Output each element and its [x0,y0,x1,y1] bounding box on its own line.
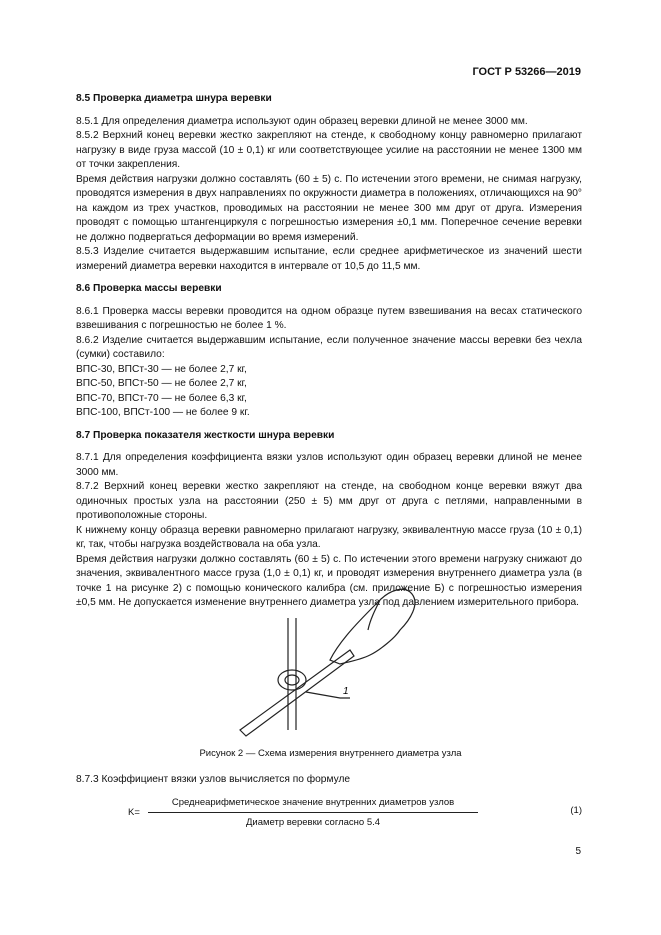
para-8-5-load: Время действия нагрузки должно составлять (60 ± 5) с. По истечении этого времени, не снимая нагрузку, проводятся измерения в двух направлениях по окружности диаметра в положениях, отличающихся на 90° на каждом из трех участков, проводимых на расстоянии не менее 300 мм друг от друга. Измерения проводят с помощью штангенциркуля с погрешностью измерения ±0,1 мм. Поперечное сечение веревки не должно подвергаться деформации во время измерений. [76,173,582,243]
para-8-7-2: 8.7.2 Верхний конец веревки жестко закрепляют на стенде, на свободном конце веревки вяжут два одиночных простых узла на расстоянии (250 ± 5) мм друг от друга с петлями, направленными в противоположные стороны. [76,481,582,521]
section-8-5-title: 8.5 Проверка диаметра шнура веревки [76,93,272,104]
para-8-7-1: 8.7.1 Для определения коэффициента вязки узлов используют один образец веревки длиной не менее 3000 мм. [76,452,582,478]
para-8-7-load: К нижнему концу образца веревки равномерно прилагают нагрузку, эквивалентную массе груза (10 ± 0,1) кг, так, чтобы нагрузка воздействовала на оба узла. [76,524,582,550]
formula-intro: 8.7.3 Коэффициент вязки узлов вычисляется по формуле [76,774,351,785]
para-8-7-time: Время действия нагрузки должно составлять (60 ± 5) с. По истечении этого времени нагрузку снижают до значения, эквивалентного массе груза (1,0 ± 0,1) кг, и проводят измерения внутреннего диаметра узла (в точке 1 на рисунке 2) с помощью конического калибра (см. приложение Б) с погрешностью измерения ±0,5 мм. Не допускается изменение внутреннего диаметра узла под давлением измерительного прибора. [76,553,582,608]
mass-item: ВПС-30, ВПСт-30 — не более 2,7 кг, [76,363,247,375]
formula-number: (1) [570,805,582,816]
para-8-6-2: 8.6.2 Изделие считается выдержавшим испытание, если полученное значение массы веревки без чехла (сумки) составило: [76,334,582,360]
figure-caption: Рисунок 2 — Схема измерения внутреннего диаметра узла [199,748,462,759]
formula-lhs: K= [128,807,140,818]
knot-measurement-figure [230,580,440,740]
mass-item: ВПС-100, ВПСт-100 — не более 9 кг. [76,407,250,418]
para-8-6-1: 8.6.1 Проверка массы веревки проводится на одном образце путем взвешивания на весах статического взвешивания с погрешностью не более 1 %. [76,305,582,331]
formula-numerator: Среднеарифметическое значение внутренних диаметров узлов [171,797,455,808]
para-8-5-2: 8.5.2 Верхний конец веревки жестко закрепляют на стенде, к свободному концу равномерно прилагают нагрузку в виде груза массой (10 ± 0,1) кг или соответствующее усилие на расстоянии не менее 1300 мм от точки закрепления. [76,130,582,170]
document-header: ГОСТ Р 53266—2019 [472,66,581,78]
mass-item: ВПС-50, ВПСт-50 — не более 2,7 кг, [76,378,247,389]
knot-loop [278,670,306,690]
mass-item: ВПС-70, ВПСт-70 — не более 6,3 кг, [76,392,247,404]
formula-denominator: Диаметр веревки согласно 5.4 [245,817,381,828]
para-8-5-1: 8.5.1 Для определения диаметра используют один образец веревки длиной не менее 3000 мм. [76,115,528,127]
hand-outline [330,589,415,664]
para-8-5-3: 8.5.3 Изделие считается выдержавшим испытание, если среднее арифметическое из значений шести измерений диаметра веревки находится в интервале от 10,5 до 11,5 мм. [76,246,582,272]
section-8-7-title: 8.7 Проверка показателя жесткости шнура веревки [76,429,335,441]
section-8-6-title: 8.6 Проверка массы веревки [76,283,222,294]
figure-label-1: 1 [343,686,349,697]
document-body [76,92,582,611]
page-number: 5 [575,846,581,857]
fraction-bar [148,812,478,813]
